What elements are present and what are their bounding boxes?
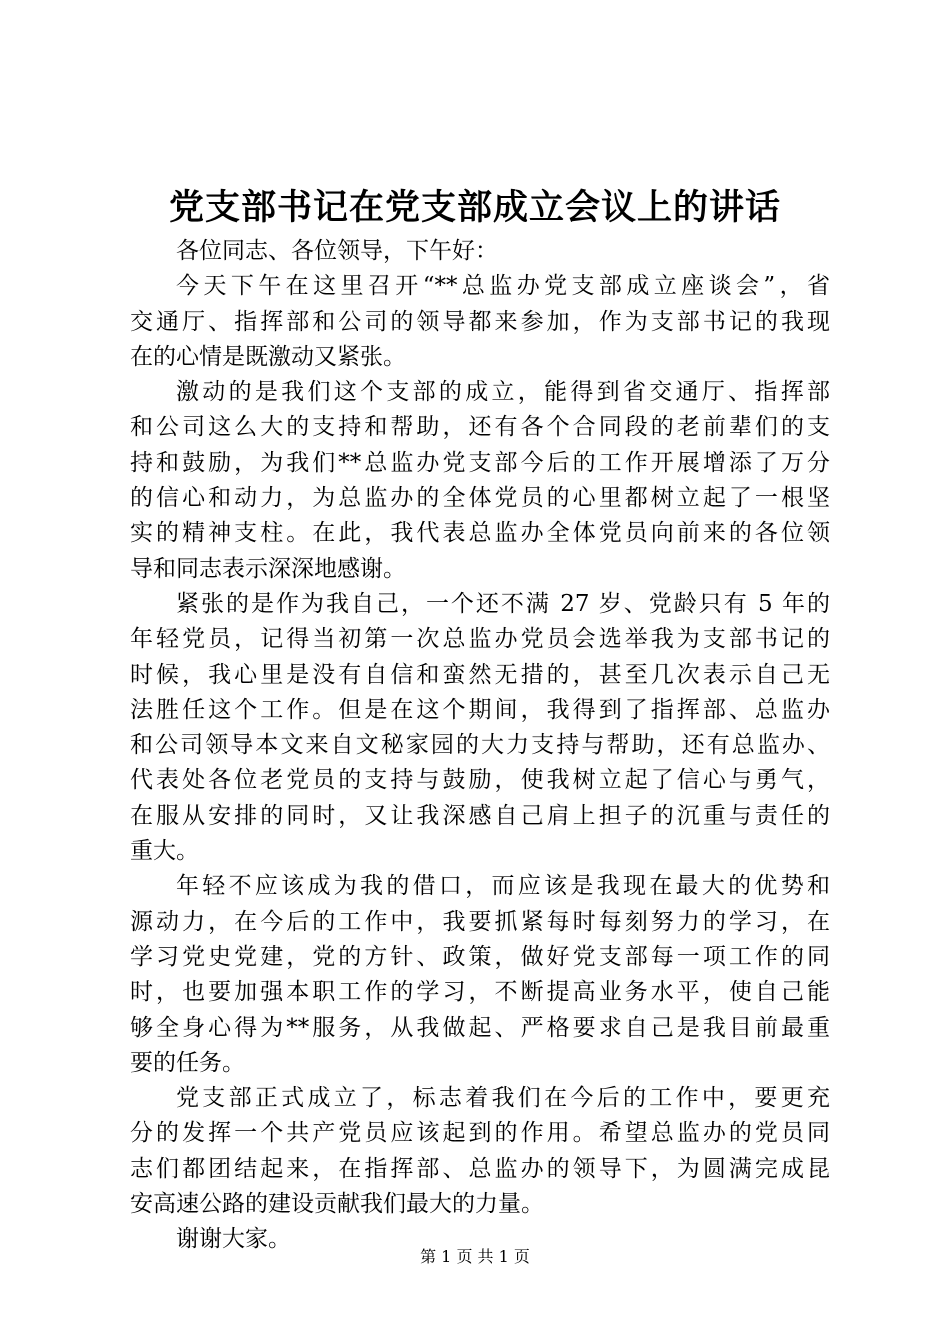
page-footer: 第 1 页 共 1 页: [420, 1247, 530, 1266]
text-line: 谢谢大家。: [176, 1226, 291, 1253]
text-line: 今天下午在这里召开“**总监办党支部成立座谈会”，省: [176, 273, 830, 300]
text-line: 时，也要加强本职工作的学习，不断提高业务水平，使自己能: [130, 979, 830, 1006]
text-line: 重大。: [130, 838, 199, 865]
page-title: 党支部书记在党支部成立会议上的讲话: [168, 188, 781, 228]
text-line: 的信心和动力，为总监办的全体党员的心里都树立起了一根坚: [130, 485, 830, 512]
text-line: 年轻不应该成为我的借口，而应该是我现在最大的优势和: [176, 873, 830, 900]
text-line: 紧张的是作为我自己，一个还不满 27 岁、党龄只有 5 年的: [176, 590, 830, 617]
text-line: 安高速公路的建设贡献我们最大的力量。: [130, 1191, 544, 1218]
text-line: 志们都团结起来，在指挥部、总监办的领导下，为圆满完成昆: [130, 1155, 830, 1182]
text-line: 和公司这么大的支持和帮助，还有各个合同段的老前辈们的支: [130, 414, 830, 441]
speech-body: [130, 234, 830, 1258]
text-line: 实的精神支柱。在此，我代表总监办全体党员向前来的各位领: [130, 520, 830, 547]
text-line: 党支部正式成立了，标志着我们在今后的工作中，要更充: [176, 1085, 830, 1112]
text-line: 源动力，在今后的工作中，我要抓紧每时每刻努力的学习，在: [130, 908, 830, 935]
text-line: 各位同志、各位领导，下午好：: [176, 238, 498, 264]
text-line: 导和同志表示深深地感谢。: [130, 555, 406, 582]
text-line: 代表处各位老党员的支持与鼓励，使我树立起了信心与勇气，: [130, 767, 830, 794]
text-line: 激动的是我们这个支部的成立，能得到省交通厅、指挥部: [176, 379, 830, 406]
text-line: 交通厅、指挥部和公司的领导都来参加，作为支部书记的我现: [130, 308, 830, 335]
text-line: 学习党史党建，党的方针、政策，做好党支部每一项工作的同: [130, 943, 830, 970]
text-line: 法胜任这个工作。但是在这个期间，我得到了指挥部、总监办: [130, 696, 830, 723]
text-line: 和公司领导本文来自文秘家园的大力支持与帮助，还有总监办、: [130, 732, 830, 759]
text-line: 年轻党员，记得当初第一次总监办党员会选举我为支部书记的: [130, 626, 830, 653]
text-line: 要的任务。: [130, 1049, 245, 1076]
text-line: 在服从安排的同时，又让我深感自己肩上担子的沉重与责任的: [130, 802, 830, 829]
text-line: 分的发挥一个共产党员应该起到的作用。希望总监办的党员同: [130, 1120, 830, 1147]
text-line: 在的心情是既激动又紧张。: [130, 343, 406, 370]
text-line: 够全身心得为**服务，从我做起、严格要求自己是我目前最重: [130, 1014, 830, 1041]
text-line: 时候，我心里是没有自信和蛮然无措的，甚至几次表示自己无: [130, 661, 830, 688]
text-line: 持和鼓励，为我们**总监办党支部今后的工作开展增添了万分: [130, 449, 830, 476]
